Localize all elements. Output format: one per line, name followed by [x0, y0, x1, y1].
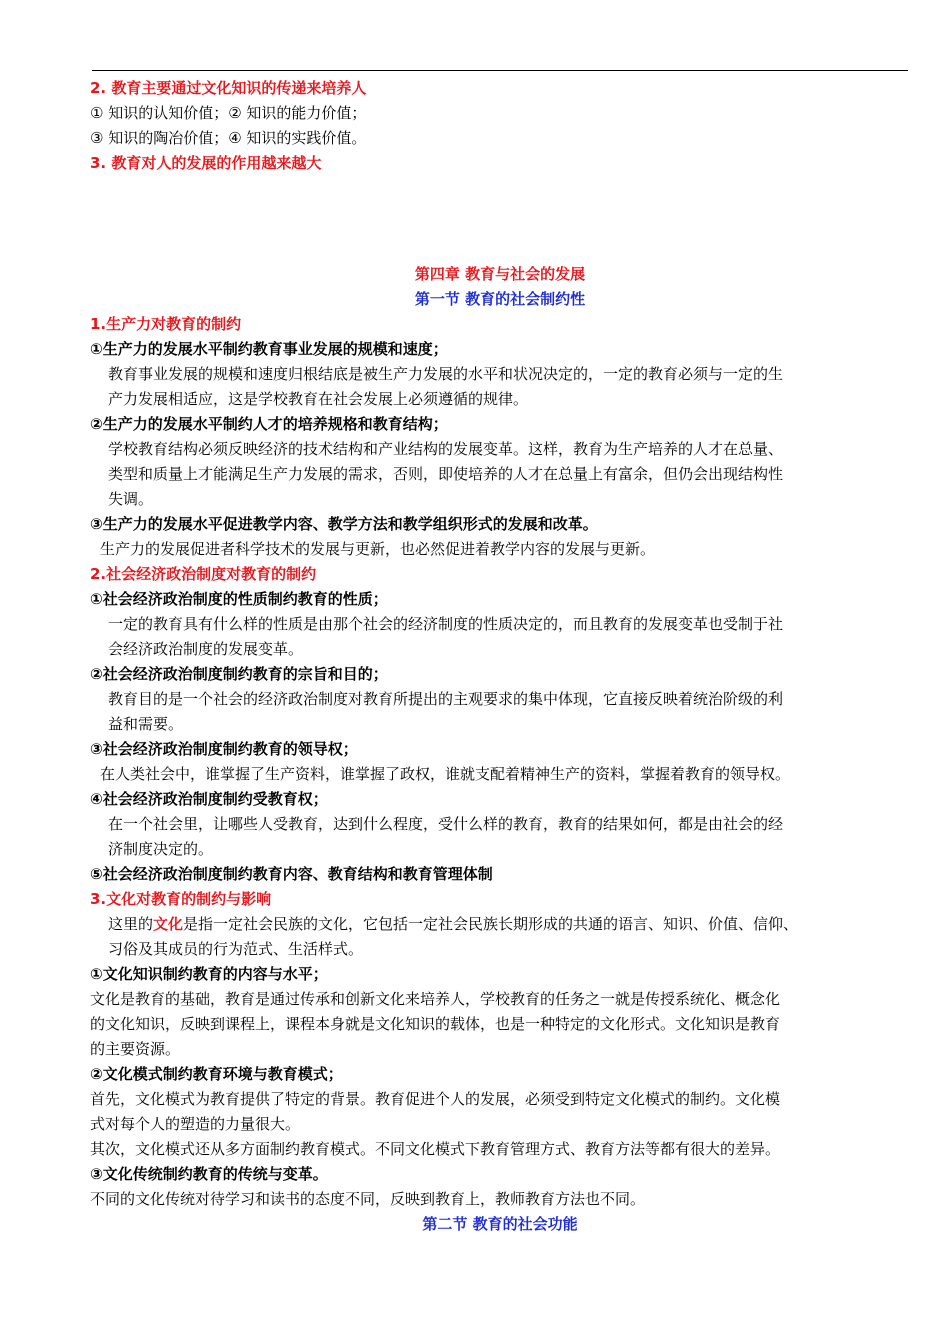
s1-point1-text-2: 产力发展相适应，这是学校教育在社会发展上必须遵循的规律。 [108, 390, 529, 408]
s1-point2-text-2: 类型和质量上才能满足生产力发展的需求，否则，即使培养的人才在总量上有富余，但仍会出现结构性 [108, 465, 784, 483]
s3-point2-heading: ②文化模式制约教育环境与教育模式； [90, 1065, 343, 1083]
document-page [90, 76, 910, 1237]
s2-point3-heading: ③社会经济政治制度制约教育的领导权； [90, 740, 358, 758]
s2-point1-text-1: 一定的教育具有什么样的性质是由那个社会的经济制度的性质决定的，而且教育的发展变革也受制于社 [108, 615, 784, 633]
knowledge-values-line-2: ③ 知识的陶冶价值；④ 知识的实践价值。 [90, 129, 367, 147]
s1-point2-heading: ②生产力的发展水平制约人才的培养规格和教育结构； [90, 415, 448, 433]
s1-point3-text-1: 生产力的发展促进者科学技术的发展与更新，也必然促进着教学内容的发展与更新。 [100, 540, 656, 558]
s3-point2-text-2: 式对每个人的塑造的力量很大。 [90, 1115, 301, 1133]
s2-point2-text-1: 教育目的是一个社会的经济政治制度对教育所提出的主观要求的集中体现，它直接反映着统治阶级的利 [108, 690, 784, 708]
s1-point3-heading: ③生产力的发展水平促进教学内容、教学方法和教学组织形式的发展和改革。 [90, 515, 598, 533]
s2-point3-text-1: 在人类社会中，谁掌握了生产资料，谁掌握了政权，谁就支配着精神生产的资料，掌握着教育的领导权。 [100, 765, 791, 783]
s3-point3-heading: ③文化传统制约教育的传统与变革。 [90, 1165, 328, 1183]
s2-point4-text-1: 在一个社会里，让哪些人受教育，达到什么程度，受什么样的教育，教育的结果如何，都是由社会的经 [108, 815, 784, 833]
s2-point2-heading: ②社会经济政治制度制约教育的宗旨和目的； [90, 665, 388, 683]
s3-point2-text-1: 首先，文化模式为教育提供了特定的背景。教育促进个人的发展，必须受到特定文化模式的制约。文化模 [90, 1090, 781, 1108]
s1-point1-text-1: 教育事业发展的规模和速度归根结底是被生产力发展的水平和状况决定的，一定的教育必须与一定的生 [108, 365, 784, 383]
knowledge-values-line-1: ① 知识的认知价值；② 知识的能力价值； [90, 104, 367, 122]
section-1-title: 第一节 教育的社会制约性 [414, 290, 586, 308]
s1-heading: 1.生产力对教育的制约 [90, 315, 242, 333]
heading-education-role: 3. 教育对人的发展的作用越来越大 [90, 154, 322, 172]
s3-intro-line-2: 习俗及其成员的行为范式、生活样式。 [108, 940, 364, 958]
heading-education-knowledge: 2. 教育主要通过文化知识的传递来培养人 [90, 79, 367, 97]
s3-intro-line-1 [90, 912, 910, 937]
header-rule [92, 70, 908, 71]
s3-point2-text-3: 其次，文化模式还从多方面制约教育模式。不同文化模式下教育管理方式、教育方法等都有很大的差异。 [90, 1140, 781, 1158]
s2-point4-text-2: 济制度决定的。 [108, 840, 214, 858]
s2-point5-heading: ⑤社会经济政治制度制约教育内容、教育结构和教育管理体制 [90, 865, 493, 883]
s2-point4-heading: ④社会经济政治制度制约受教育权； [90, 790, 328, 808]
s1-point2-text-1: 学校教育结构必须反映经济的技术结构和产业结构的发展变革。这样，教育为生产培养的人才在总量、 [108, 440, 784, 458]
s3-point1-text-3: 的主要资源。 [90, 1040, 181, 1058]
s3-point3-text-1: 不同的文化传统对待学习和读书的态度不同，反映到教育上，教师教育方法也不同。 [90, 1190, 646, 1208]
s1-point2-text-3: 失调。 [108, 490, 154, 508]
spacer [90, 176, 910, 262]
s2-heading: 2.社会经济政治制度对教育的制约 [90, 565, 317, 583]
s3-heading: 3.文化对教育的制约与影响 [90, 890, 272, 908]
s2-point1-heading: ①社会经济政治制度的性质制约教育的性质； [90, 590, 388, 608]
s3-point1-text-1: 文化是教育的基础，教育是通过传承和创新文化来培养人，学校教育的任务之一就是传授系统化、概念化 [90, 990, 781, 1008]
s3-intro-highlight: 文化 [153, 915, 184, 933]
chapter-title: 第四章 教育与社会的发展 [414, 265, 586, 283]
s2-point1-text-2: 会经济政治制度的发展变革。 [108, 640, 304, 658]
section-2-title: 第二节 教育的社会功能 [422, 1215, 578, 1233]
s3-point1-heading: ①文化知识制约教育的内容与水平； [90, 965, 328, 983]
s3-intro-post: 是指一定社会民族的文化，它包括一定社会民族长期形成的共通的语言、知识、价值、信仰、 [183, 915, 799, 933]
s1-point1-heading: ①生产力的发展水平制约教育事业发展的规模和速度； [90, 340, 448, 358]
s3-intro-pre: 这里的 [108, 915, 154, 933]
s3-point1-text-2: 的文化知识，反映到课程上，课程本身就是文化知识的载体，也是一种特定的文化形式。文化知识是教育 [90, 1015, 781, 1033]
s2-point2-text-2: 益和需要。 [108, 715, 184, 733]
